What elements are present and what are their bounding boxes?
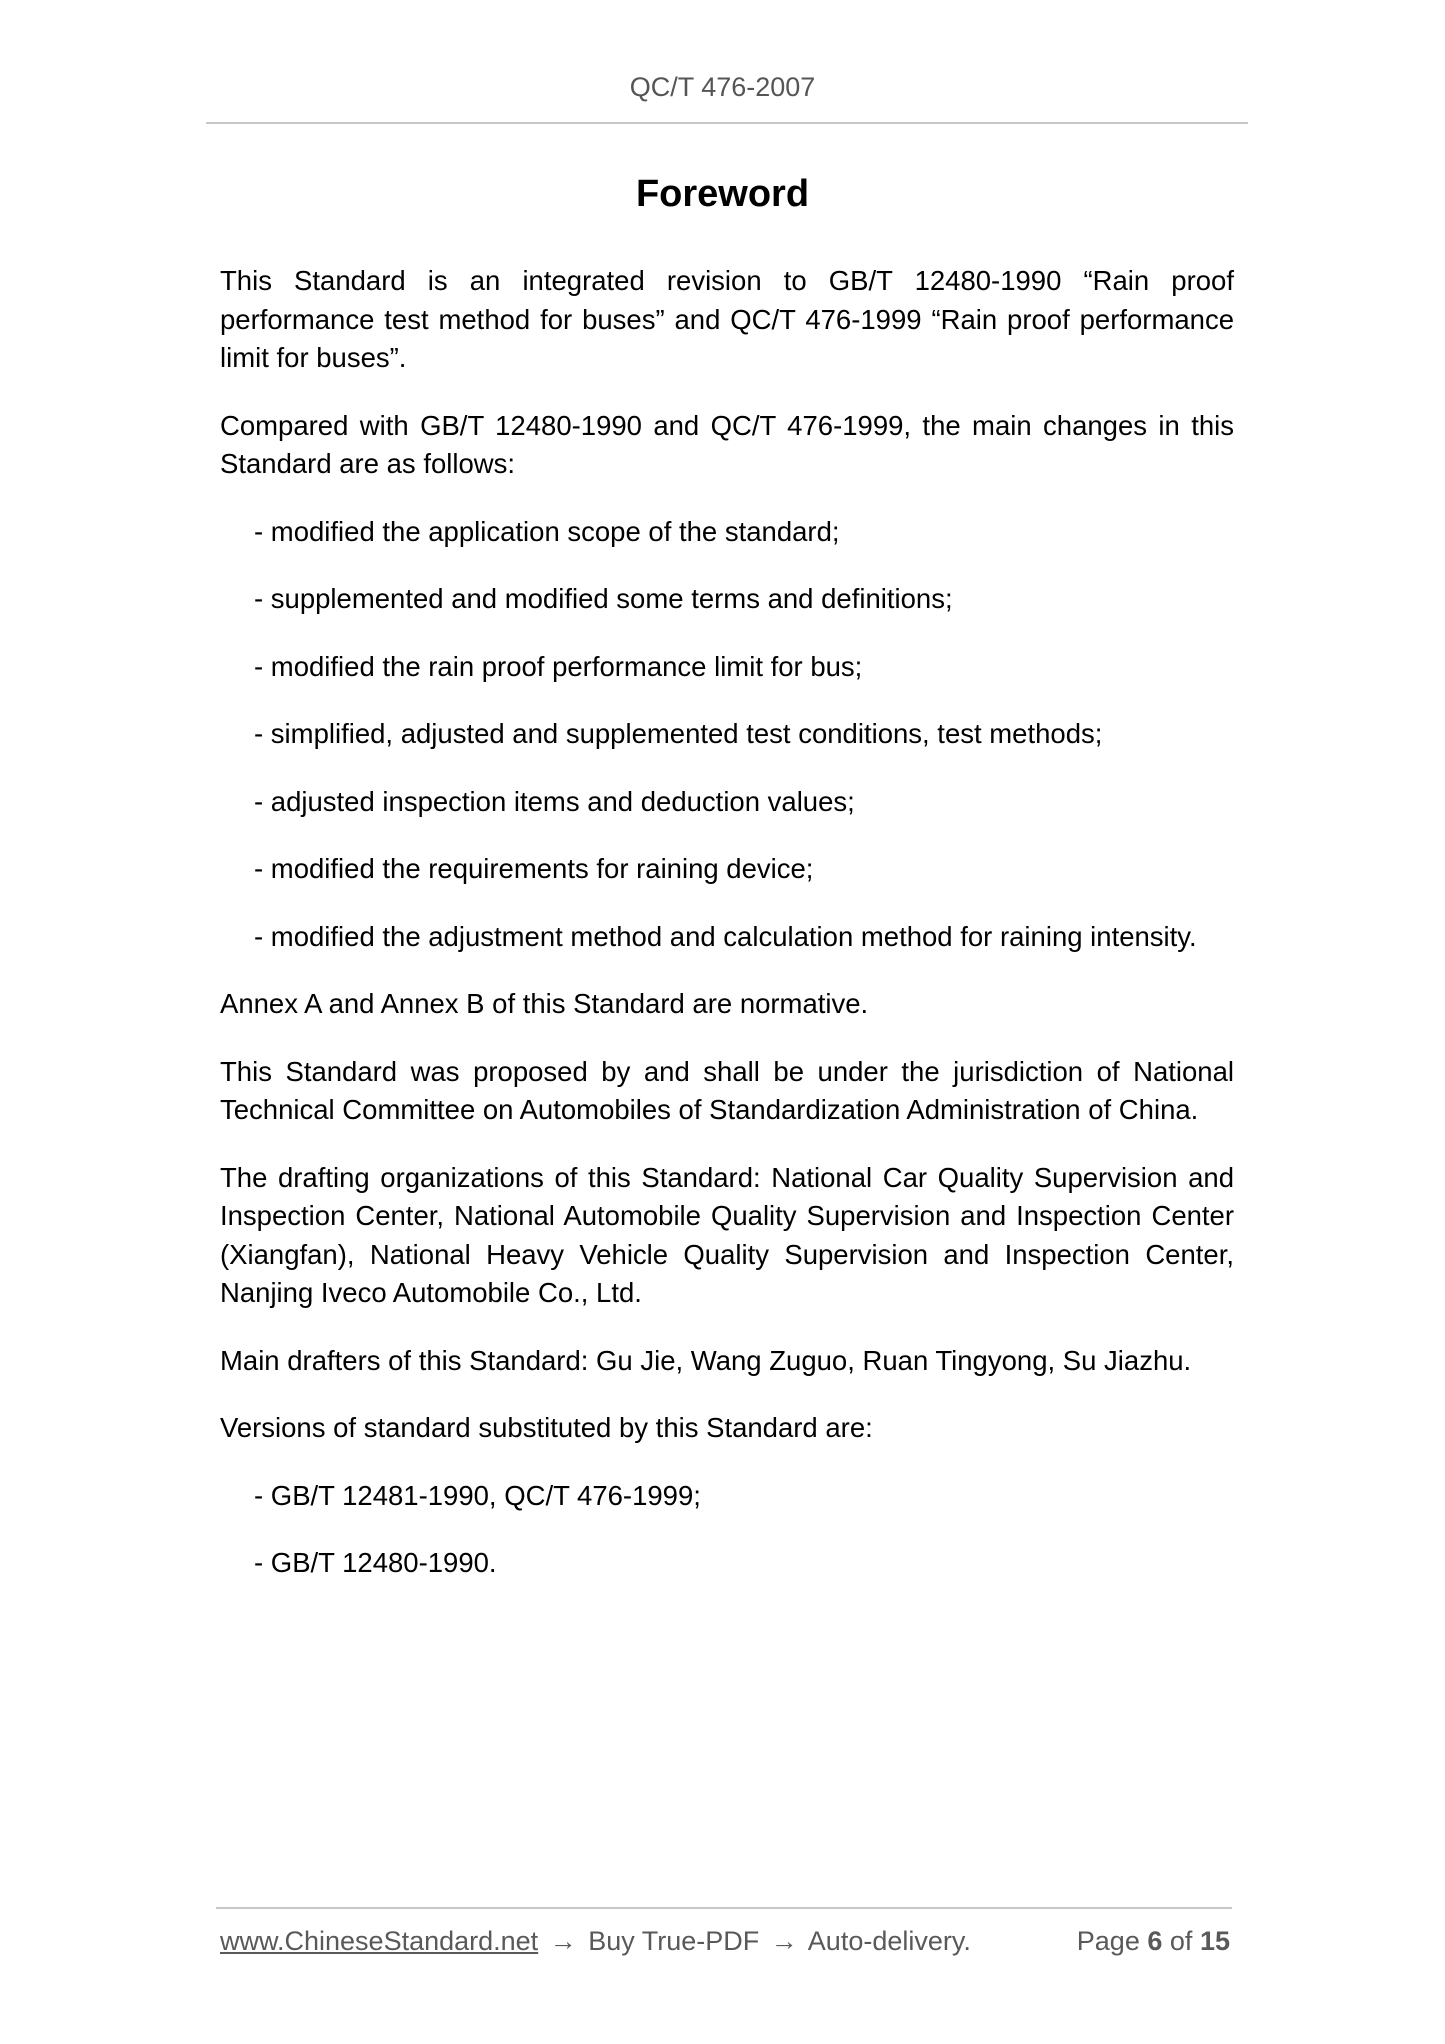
substituted-versions-paragraph: Versions of standard substituted by this Standard are: bbox=[220, 1412, 873, 1443]
arrow-right-icon: → bbox=[549, 1926, 577, 1956]
changes-list bbox=[220, 513, 1234, 957]
page-of-label: of bbox=[1169, 1926, 1193, 1956]
intro-paragraph: This Standard is an integrated revision to GB/T 12480-1990 “Rain proof performance test method for buses” and QC/T 476-1999 “Rain proof performance limit for buses”. bbox=[220, 265, 1234, 373]
main-drafters-paragraph: Main drafters of this Standard: Gu Jie, Wang Zuguo, Ruan Tingyong, Su Jiazhu. bbox=[220, 1344, 1192, 1376]
footer-divider bbox=[216, 1907, 1232, 1909]
list-item: - GB/T 12480-1990. bbox=[254, 1547, 497, 1578]
list-item: - supplemented and modified some terms and definitions; bbox=[254, 583, 953, 614]
list-item: - modified the adjustment method and calculation method for raining intensity. bbox=[254, 920, 1197, 952]
list-item: - GB/T 12481-1990, QC/T 476-1999; bbox=[254, 1479, 701, 1511]
header-divider bbox=[206, 122, 1248, 124]
annex-paragraph: Annex A and Annex B of this Standard are normative. bbox=[220, 988, 869, 1019]
total-pages-number: 15 bbox=[1199, 1926, 1230, 1956]
list-item: - modified the rain proof performance limit for bus; bbox=[254, 650, 863, 682]
buy-true-pdf-text: Buy True-PDF bbox=[588, 1926, 760, 1956]
list-item: - modified the application scope of the standard; bbox=[254, 515, 840, 547]
document-body bbox=[220, 262, 1234, 1612]
current-page-number: 6 bbox=[1147, 1926, 1163, 1956]
changes-intro-paragraph: Compared with GB/T 12480-1990 and QC/T 476-1999, the main changes in this Standard are as follows: bbox=[220, 409, 1234, 479]
auto-delivery-text: Auto-delivery. bbox=[807, 1926, 971, 1956]
document-code-header: QC/T 476-2007 bbox=[629, 72, 816, 102]
jurisdiction-paragraph: This Standard was proposed by and shall be under the jurisdiction of National Technical Committee on Automobiles of Standardization Administration of China. bbox=[220, 1055, 1234, 1125]
list-item: - modified the requirements for raining device; bbox=[254, 853, 814, 884]
page-footer bbox=[220, 1924, 1230, 1958]
substituted-list bbox=[220, 1477, 1234, 1583]
page-label: Page bbox=[1076, 1926, 1140, 1956]
arrow-right-icon: → bbox=[770, 1926, 798, 1956]
page-title: Foreword bbox=[635, 173, 810, 215]
list-item: - simplified, adjusted and supplemented test conditions, test methods; bbox=[254, 718, 1103, 749]
page-indicator bbox=[1077, 1924, 1230, 1958]
drafting-organizations-paragraph: The drafting organizations of this Standard: National Car Quality Supervision and Inspection Center, National Automobile Quality Supervision and Inspection Center (Xiangfan), National Heavy Vehicle Quality Supervision and Inspection Center, Nanjing Iveco Automobile Co., Ltd. bbox=[220, 1161, 1234, 1308]
website-link[interactable]: www.ChineseStandard.net bbox=[220, 1926, 539, 1956]
list-item: - adjusted inspection items and deduction values; bbox=[254, 785, 855, 817]
